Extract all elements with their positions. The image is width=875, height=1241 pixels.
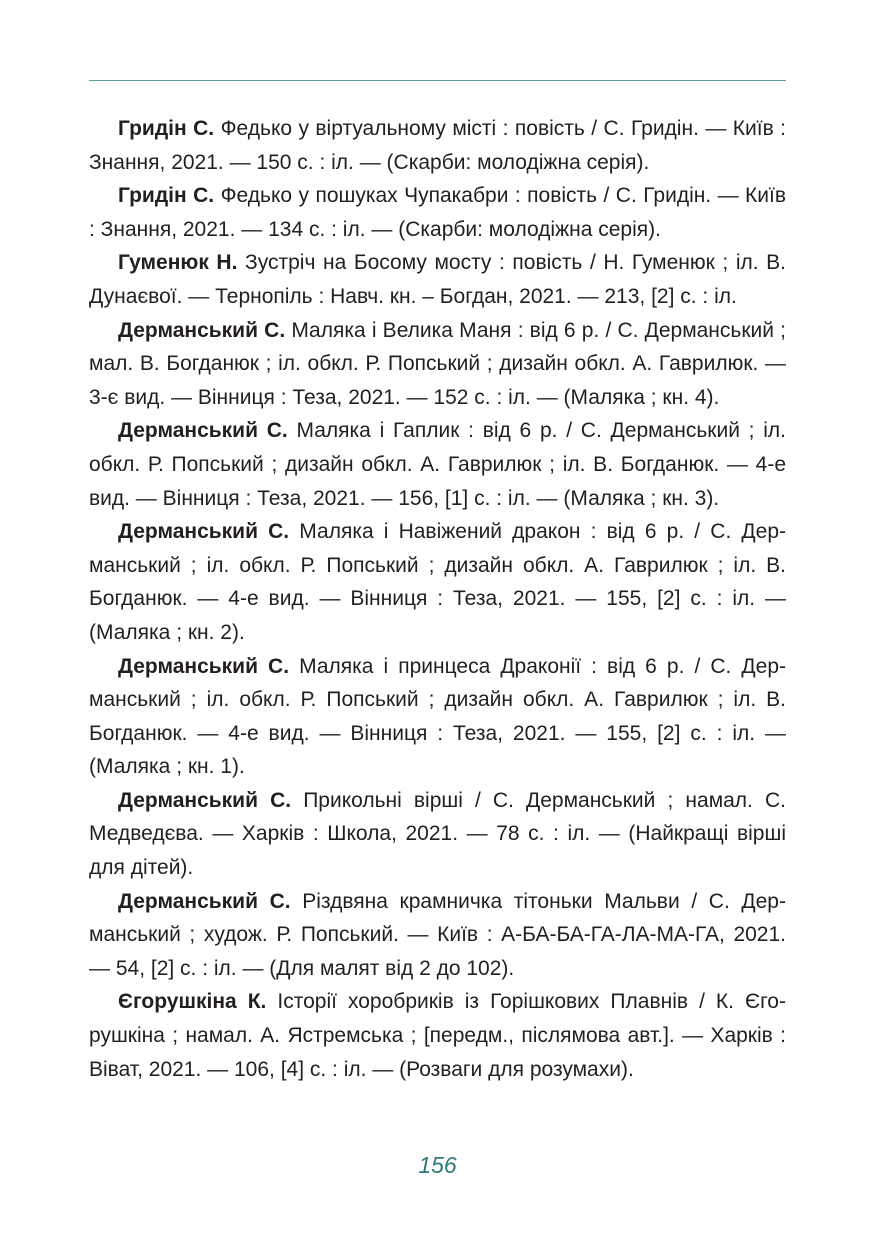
bibliography-entry [89,784,786,885]
entry-text: Маляка і Велика Маня : від 6 р. / С. Дерманський ; мал. В. Богданюк ; іл. обкл. Р. Попський ; дизайн обкл. А. Гаврилюк. — 3-є вид. — Вінниця : Теза, 2021. — 152 с. : іл. — (Маляка ; кн. 4). [89,318,786,409]
bibliography-list [89,112,786,1086]
header-rule [89,80,786,81]
bibliography-entry [89,885,786,986]
bibliography-entry [89,314,786,415]
entry-text: Маляка і Гаплик : від 6 р. / С. Дерманський ; іл. обкл. Р. Попський ; дизайн обкл. А. Гаврилюк ; іл. В. Богданюк. — 4-е вид. — Вінниця : Теза, 2021. — 156, [1] с. : іл. — (Маляка ; кн. 3). [89,419,786,510]
page-number: 156 [418,1152,457,1178]
entry-author: Дерманський С. [118,520,290,544]
entry-author: Гридін С. [118,117,215,140]
bibliography-entry [89,246,786,313]
bibliography-entry [89,515,786,649]
entry-text: Маляка і Навіжений дракон : від 6 р. / С. Дерманський ; іл. обкл. Р. Попський ; дизайн обкл. А. Гаврилюк ; іл. В. Богданюк. — 4-е вид. — Вінниця : Теза, 2021. — 155, [2] с. : іл. — (Маляка ; кн. 2). [89,520,786,644]
entry-text: Прикольні вірші / С. Дерманський ; намал. С. Медведєва. — Харків : Школа, 2021. — 78 с. : іл. — (Найкращі вірші для дітей). [89,788,786,880]
entry-author: Дерманський С. [118,788,292,812]
entry-text: Федько у пошуках Чупакабри : повість / С. Гридін. — Київ : Знання, 2021. — 134 с. : іл. — (Скарби: молодіжна серія). [89,184,787,241]
entry-author: Єгорушкіна К. [118,990,267,1014]
entry-text: Історії хоробриків із Горішкових Плавнів / К. Єгорушкіна ; намал. А. Ястремська ; [передм., післямова авт.]. — Харків : Віват, 2021. — 106, [4] с. : іл. — (Розваги для розумахи). [89,990,786,1081]
entry-author: Дерманський С. [118,318,286,342]
entry-text: Різдвяна крамничка тітоньки Мальви / С. Дерманський ; худож. Р. Попський. — Київ : А-БА-БА-ГА-ЛА-МА-ГА, 2021. — 54, [2] с. : іл. — (Для малят від 2 до 102). [89,889,786,980]
entry-text: Федько у віртуальному місті : повість / С. Гридін. — Київ : Знання, 2021. — 150 с. : іл. — (Скарби: молодіжна серія). [89,117,786,174]
entry-author: Дерманський С. [118,889,291,913]
entry-author: Дерманський С. [118,419,288,443]
entry-text: Маляка і принцеса Драконії : від 6 р. / С. Дерманський ; іл. обкл. Р. Попський ; дизайн обкл. А. Гаврилюк ; іл. В. Богданюк. — 4-е вид. — Вінниця : Теза, 2021. — 155, [2] с. : іл. — (Маляка ; кн. 1). [89,654,786,779]
bibliography-entry [89,985,786,1086]
entry-author: Дерманський С. [118,654,290,678]
entry-text: Зустріч на Босому мосту : повість / Н. Гуменюк ; іл. В. Дунаєвої. — Тернопіль : Навч. кн. – Богдан, 2021. — 213, [2] с. : іл. [89,251,786,308]
bibliography-entry [89,414,786,515]
bibliography-entry [89,650,786,784]
bibliography-entry [89,179,786,246]
bibliography-entry [89,112,786,179]
entry-author: Гридін С. [118,184,215,208]
entry-author: Гуменюк Н. [118,251,238,275]
